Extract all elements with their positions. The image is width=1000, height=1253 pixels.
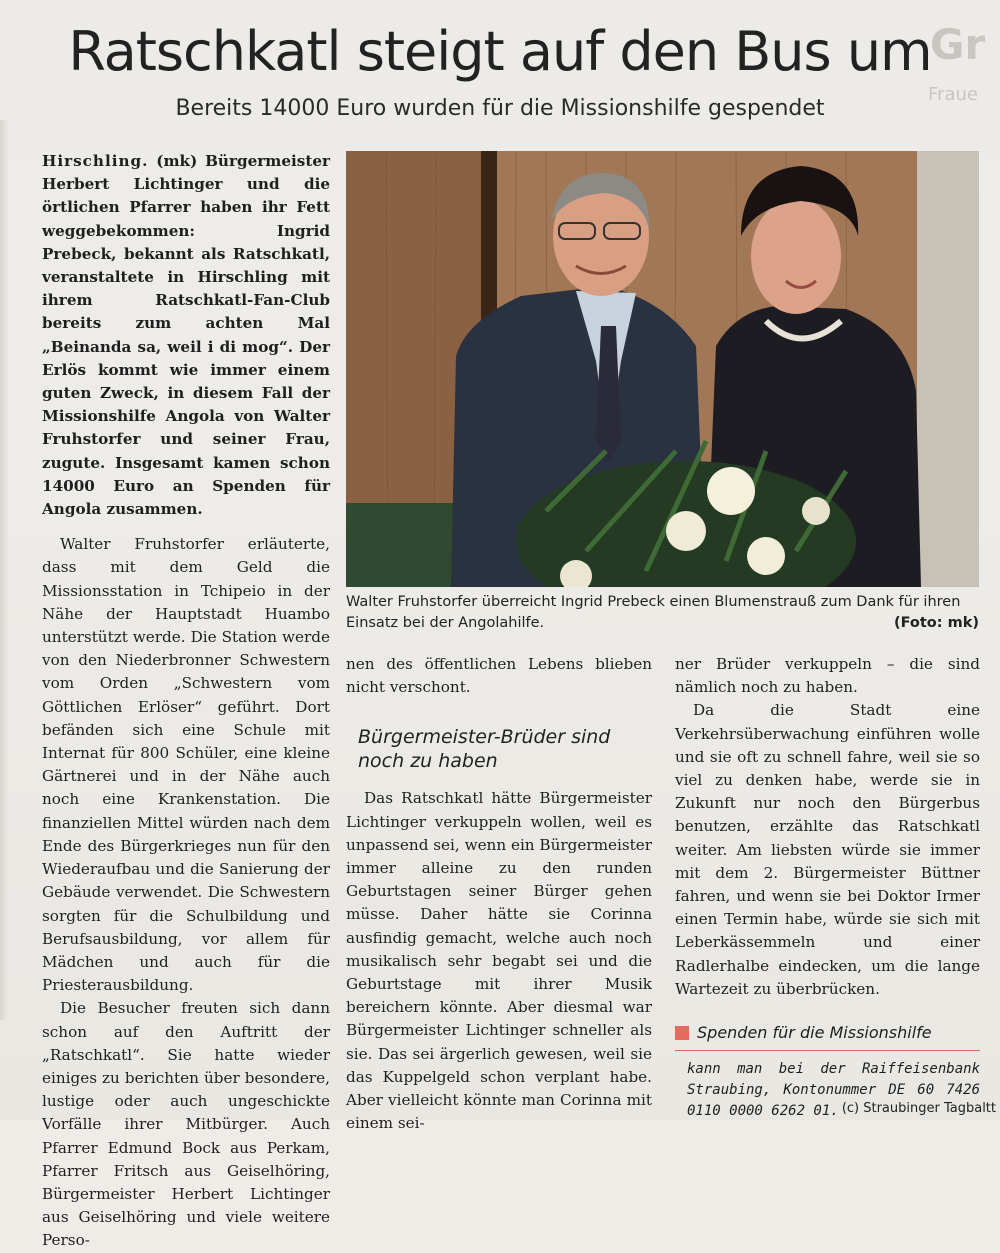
- photo-caption: Walter Fruhstorfer überreicht Ingrid Prebeck einen Blumenstrauß zum Dank für ihren Einsatz bei der Angolahilfe.: [346, 594, 961, 631]
- body-paragraph: Walter Fruhstorfer erläuterte, dass mit dem Geld die Missionsstation in Tchipeio in der Nähe der Hauptstadt Huambo unterstützt werde. Die Station werde von den Niederbronner Schwestern vom Orden „Schwestern vom Göttlichen Erlöser“ geführt. Dort befänden sich eine Schule mit Internat für 800 Schüler, eine kleine Gärtnerei und in der Nähe auch noch eine Krankenstation. Die finanziellen Mittel würden nach dem Ende des Bürgerkrieges nun für den Wiederaufbau und die Sanierung der Gebäude verwendet. Die Schwestern sorgten für die Schulbildung und Berufsausbildung, vor allem für Mädchen und auch für die Priesterausbildung.: [42, 535, 330, 995]
- lead-text: (mk) Bürgermeister Herbert Lichtinger und die örtlichen Pfarrer haben ihr Fett weggebekommen: Ingrid Prebeck, bekannt als Ratschkatl, veranstaltete in Hirschling mit ihrem Ratschkatl-Fan-Club bereits zum achten Mal „Beinanda sa, weil i di mog“. Der Erlös kommt wie immer einem guten Zweck, in diesem Fall der Missionshilfe Angola von Walter Fruhstorfer und seiner Frau, zugute. Insgesamt kamen schon 14000 Euro an Spenden für Angola zusammen.: [42, 152, 330, 519]
- headline: Ratschkatl steigt auf den Bus um: [68, 20, 932, 83]
- info-box-title: [675, 1021, 980, 1051]
- body-paragraph: Da die Stadt eine Verkehrsüberwachung einführen wolle und sie oft zu schnell fahre, weil sie so viel zu denken habe, werde sie in Zukunft nur noch den Bürgerbus benutzen, erzählte das Ratschkatl weiter. Am liebsten würde sie immer mit dem 2. Bürgermeister Büttner fahren, und wenn sie bei Doktor Irmer einen Termin habe, würde sie sich mit Leberkässemmeln und einer Radlerhalbe eindecken, um die lange Wartezeit zu überbrücken.: [675, 701, 980, 998]
- lead-paragraph: [42, 150, 330, 521]
- body-paragraph: Das Ratschkatl hätte Bürgermeister Lichtinger verkuppeln wollen, weil es unpassend sei, wenn ein Bürgermeister immer alleine zu den runden Geburtstagen seiner Bürger gehen müsse. Daher hätte sie Corinna ausfindig gemacht, welche auch noch musikalisch sehr begabt sei und die Geburtstage mit ihrer Musik bereichern könnte. Aber diesmal war Bürgermeister Lichtinger schneller als sie. Das sei ärgerlich gewesen, weil sie das Kuppelgeld schon verplant habe. Aber vielleicht könnte man Corinna mit einem sei-: [346, 789, 652, 1133]
- column-1: [42, 150, 330, 1253]
- dateline-place: Hirschling.: [42, 152, 149, 170]
- subheadline: Bereits 14000 Euro wurden für die Missionshilfe gespendet: [175, 96, 825, 121]
- photo-illustration: [346, 151, 979, 587]
- body-paragraph: Die Besucher freuten sich dann schon auf den Auftritt der „Ratschkatl“. Sie hatte wieder einiges zu berichten über besondere, lustige oder auch ungeschickte Vorfälle ihrer Mitbürger. Auch Pfarrer Edmund Bock aus Perkam, Pfarrer Fritsch aus Geiselhöring, Bürgermeister Herbert Lichtinger aus Geiselhöring und viele weitere Perso-: [42, 999, 330, 1250]
- adjacent-article-fragment: Gr Fraue: [928, 20, 986, 105]
- red-square-icon: [675, 1026, 689, 1040]
- photo-caption-block: [346, 592, 979, 634]
- body-paragraph: ner Brüder verkuppeln – die sind nämlich noch zu haben.: [675, 655, 980, 697]
- column-2: [346, 653, 652, 1135]
- adjacent-page-edge: [0, 120, 8, 1020]
- copyright-notice: (c) Straubinger Tagbaltt: [841, 1101, 996, 1116]
- column-3: [675, 653, 980, 1122]
- section-subtitle: Bürgermeister-Brüder sind noch zu haben: [358, 726, 611, 773]
- info-box-title-text: Spenden für die Missionshilfe: [697, 1023, 932, 1043]
- photo-credit: (Foto: mk): [893, 615, 979, 631]
- info-box-text: kann man bei der Raiffeisenbank Straubing, Kontonummer DE 60 7426 0110 0000 6262 01.: [687, 1061, 980, 1120]
- article-photo: [346, 151, 979, 587]
- body-paragraph: nen des öffentlichen Lebens blieben nicht verschont.: [346, 655, 652, 697]
